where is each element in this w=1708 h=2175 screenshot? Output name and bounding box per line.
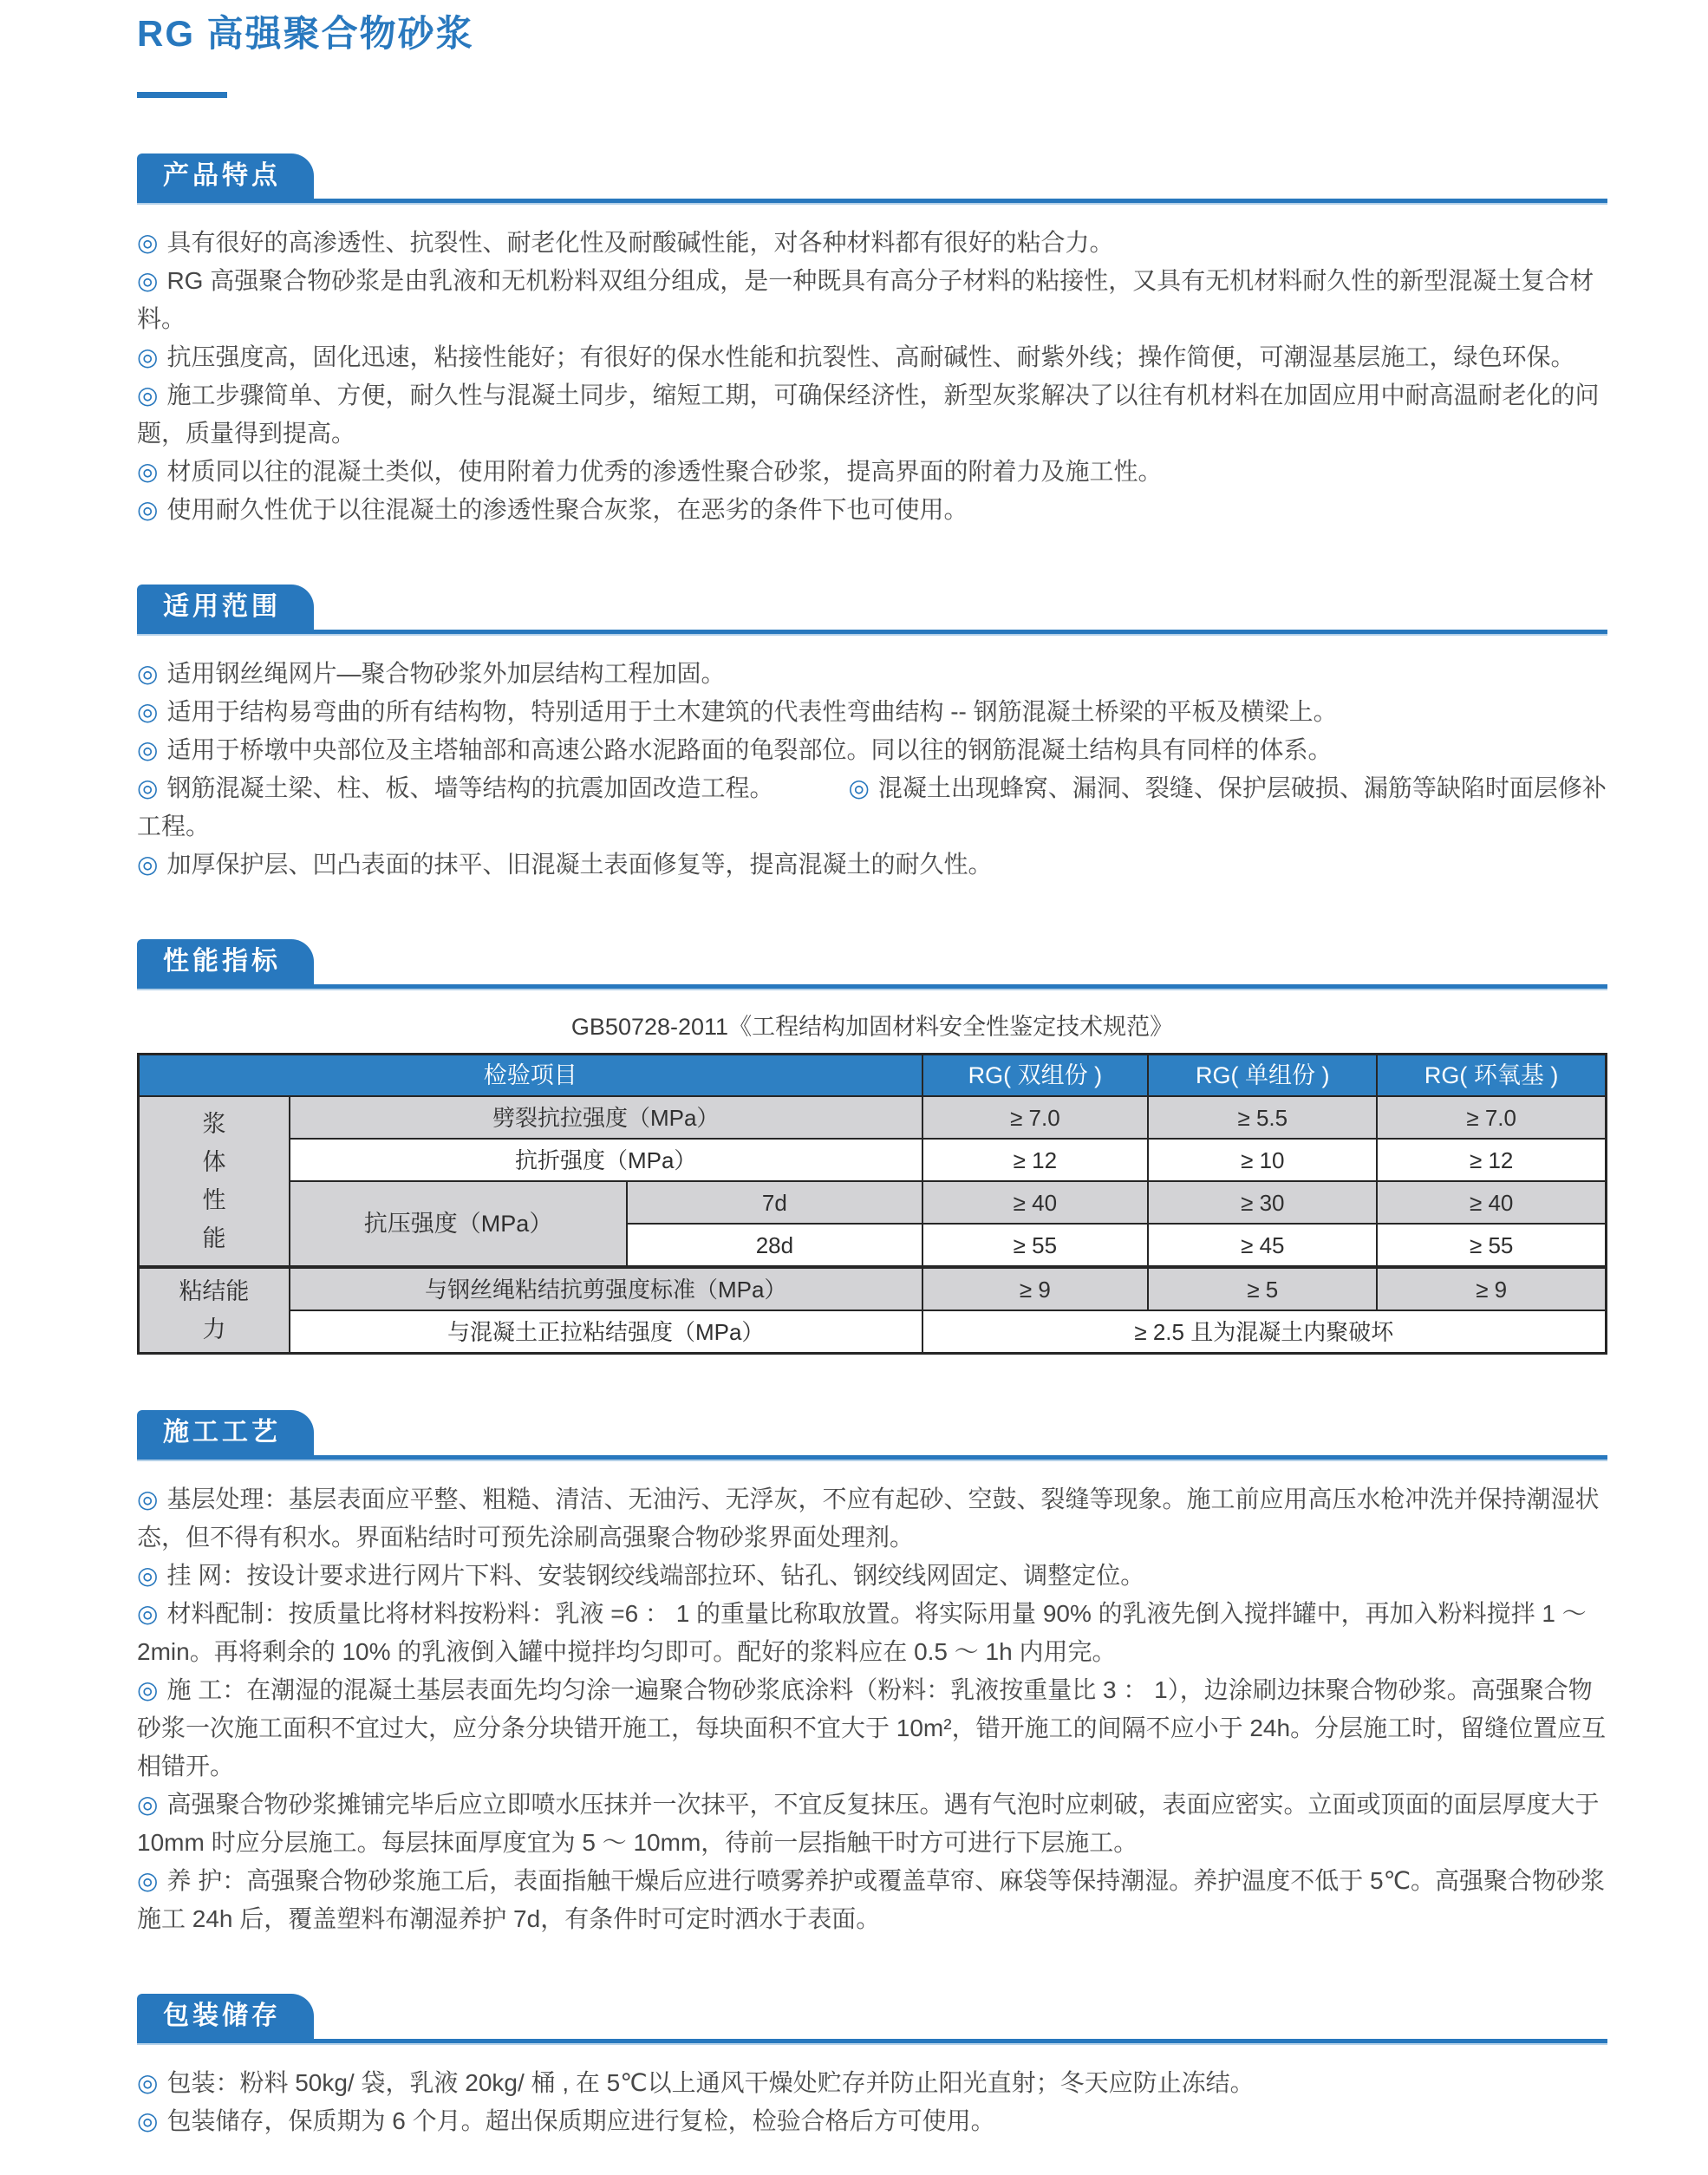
feature-item: [137, 262, 1607, 338]
value-cell: ≥ 10: [1148, 1139, 1377, 1181]
value-cell: ≥ 7.0: [1377, 1096, 1606, 1139]
process-text: 基层处理：基层表面应平整、粗糙、清洁、无油污、无浮灰，不应有起砂、空鼓、裂缝等现象。施工前应用高压水枪冲洗并保持潮湿状态，但不得有积水。界面粘结时可预先涂刷高强聚合物砂浆界面处理剂。: [137, 1486, 1600, 1551]
circle-bullet-icon: ◎: [137, 1791, 159, 1818]
page-title: RG 高强聚合物砂浆: [137, 13, 474, 54]
row-group-label-bond: 粘结能力: [139, 1267, 290, 1354]
value-cell: ≥ 7.0: [922, 1096, 1149, 1139]
scope-item: [137, 655, 1607, 693]
section-badge-storage: 包装储存: [137, 1994, 314, 2039]
section-header-process: [137, 1410, 1607, 1460]
title-underline-dash: [137, 92, 227, 98]
value-cell: ≥ 45: [1148, 1224, 1377, 1267]
value-cell: ≥ 9: [922, 1267, 1149, 1310]
circle-bullet-icon: ◎: [137, 736, 159, 763]
section-header-performance: [137, 939, 1607, 989]
value-cell: ≥ 9: [1377, 1267, 1606, 1310]
process-item: [137, 1671, 1607, 1786]
section-performance: [137, 1009, 1607, 1355]
scope-text: 钢筋混凝土梁、柱、板、墙等结构的抗震加固改造工程。: [166, 774, 774, 801]
value-cell: ≥ 12: [922, 1139, 1149, 1181]
circle-bullet-icon: ◎: [137, 698, 159, 725]
circle-bullet-icon: ◎: [137, 660, 159, 687]
section-header-scope: [137, 585, 1607, 634]
row-label: 抗折强度（MPa）: [290, 1139, 922, 1181]
circle-bullet-icon: ◎: [137, 2107, 159, 2134]
feature-item: [137, 376, 1607, 453]
value-cell: ≥ 55: [922, 1224, 1149, 1267]
value-cell: ≥ 12: [1377, 1139, 1606, 1181]
row-label-compressive: 抗压强度（MPa）: [290, 1181, 627, 1267]
section-badge-scope: 适用范围: [137, 585, 314, 630]
storage-text: 包装：粉料 50kg/ 袋，乳液 20kg/ 桶 , 在 5℃以上通风干燥处贮存并防止阳光直射；冬天应防止冻结。: [166, 2069, 1255, 2096]
scope-text: 适用于桥墩中央部位及主塔轴部和高速公路水泥路面的龟裂部位。同以往的钢筋混凝土结构具有同样的体系。: [166, 736, 1333, 763]
feature-text: 使用耐久性优于以往混凝土的渗透性聚合灰浆，在恶劣的条件下也可使用。: [166, 496, 968, 523]
table-row: [139, 1139, 1607, 1181]
process-item: [137, 1557, 1607, 1595]
circle-bullet-icon: ◎: [137, 496, 159, 523]
table-header-row: [139, 1055, 1607, 1097]
circle-bullet-icon: ◎: [137, 1562, 159, 1589]
scope-text: 适用钢丝绳网片—聚合物砂浆外加层结构工程加固。: [166, 660, 726, 687]
circle-bullet-icon: ◎: [137, 267, 159, 294]
storage-item: [137, 2064, 1607, 2102]
scope-item: [137, 731, 1607, 769]
process-text: 养 护：高强聚合物砂浆施工后，表面指触干燥后应进行喷雾养护或覆盖草帘、麻袋等保持潮湿。养护温度不低于 5℃。高强聚合物砂浆施工 24h 后，覆盖塑料布潮湿养护 7d，有条件时可定时洒水于表面。: [137, 1867, 1606, 1932]
feature-text: RG 高强聚合物砂浆是由乳液和无机粉料双组分组成，是一种既具有高分子材料的粘接性，又具有无机材料耐久性的新型混凝土复合材料。: [137, 267, 1594, 332]
row-label: 劈裂抗拉强度（MPa）: [290, 1096, 922, 1139]
storage-item: [137, 2102, 1607, 2140]
col-header-item: 检验项目: [139, 1055, 922, 1097]
process-item: [137, 1786, 1607, 1862]
row-label: 与混凝土正拉粘结强度（MPa）: [290, 1310, 922, 1354]
process-text: 挂 网：按设计要求进行网片下料、安装钢绞线端部拉环、钻孔、钢绞线网固定、调整定位。: [166, 1562, 1145, 1589]
circle-bullet-icon: ◎: [137, 774, 159, 801]
row-sublabel-28d: 28d: [627, 1224, 922, 1267]
value-cell: ≥ 40: [922, 1181, 1149, 1224]
col-header-rg-one-part: RG( 单组份 ): [1148, 1055, 1377, 1097]
col-header-rg-two-part: RG( 双组份 ): [922, 1055, 1149, 1097]
process-text: 材料配制：按质量比将材料按粉料：乳液 =6 ： 1 的重量比称取放置。将实际用量 90% 的乳液先倒入搅拌罐中，再加入粉料搅拌 1 ～ 2min。再将剩余的 10% 的乳液倒入罐中搅拌均匀即可。配好的浆料应在 0.5 ～ 1h 内用完。: [137, 1600, 1587, 1665]
feature-item: [137, 491, 1607, 529]
feature-item: [137, 224, 1607, 262]
circle-bullet-icon: ◎: [137, 458, 159, 485]
process-text: 高强聚合物砂浆摊铺完毕后应立即喷水压抹并一次抹平，不宜反复抹压。遇有气泡时应刺破，表面应密实。立面或顶面的面层厚度大于 10mm 时应分层施工。每层抹面厚度宜为 5 ～ 10mm，待前一层指触干时方可进行下层施工。: [137, 1791, 1600, 1856]
circle-bullet-icon: ◎: [137, 343, 159, 370]
section-badge-process: 施工工艺: [137, 1410, 314, 1455]
scope-text: 加厚保护层、凹凸表面的抹平、旧混凝土表面修复等，提高混凝土的耐久性。: [166, 851, 993, 878]
feature-item: [137, 338, 1607, 376]
section-process: [137, 1480, 1607, 1938]
section-badge-features: 产品特点: [137, 153, 314, 199]
circle-bullet-icon: ◎: [137, 1676, 159, 1703]
section-features: [137, 224, 1607, 529]
process-item: [137, 1480, 1607, 1557]
circle-bullet-icon: ◎: [137, 2069, 159, 2096]
table-row: [139, 1267, 1607, 1310]
performance-table: [137, 1053, 1607, 1355]
circle-bullet-icon: ◎: [137, 1600, 159, 1627]
table-row: [139, 1096, 1607, 1139]
storage-text: 包装储存，保质期为 6 个月。超出保质期应进行复检，检验合格后方可使用。: [166, 2107, 995, 2134]
section-badge-performance: 性能指标: [137, 939, 314, 984]
circle-bullet-icon: ◎: [137, 382, 159, 408]
scope-item: [137, 846, 1607, 884]
value-cell-merged: ≥ 2.5 且为混凝土内聚破坏: [922, 1310, 1607, 1354]
value-cell: ≥ 55: [1377, 1224, 1606, 1267]
table-row: [139, 1310, 1607, 1354]
process-text: 施 工：在潮湿的混凝土基层表面先均匀涂一遍聚合物砂浆底涂料（粉料：乳液按重量比 3 ： 1），边涂刷边抹聚合物砂浆。高强聚合物砂浆一次施工面积不宜过大，应分条分块错开施工，每块面积不宜大于 10m²，错开施工的间隔不应小于 24h。分层施工时，留缝位置应互相错开。: [137, 1676, 1607, 1780]
row-sublabel-7d: 7d: [627, 1181, 922, 1224]
process-item: [137, 1862, 1607, 1938]
feature-item: [137, 453, 1607, 491]
value-cell: ≥ 5.5: [1148, 1096, 1377, 1139]
col-header-rg-epoxy: RG( 环氧基 ): [1377, 1055, 1606, 1097]
feature-text: 材质同以往的混凝土类似，使用附着力优秀的渗透性聚合砂浆，提高界面的附着力及施工性。: [166, 458, 1163, 485]
feature-text: 抗压强度高，固化迅速，粘接性能好；有很好的保水性能和抗裂性、高耐碱性、耐紫外线；操作简便，可潮湿基层施工，绿色环保。: [166, 343, 1575, 370]
value-cell: ≥ 40: [1377, 1181, 1606, 1224]
scope-text: 适用于结构易弯曲的所有结构物，特别适用于土木建筑的代表性弯曲结构 -- 钢筋混凝土桥梁的平板及横梁上。: [166, 698, 1338, 725]
circle-bullet-icon: ◎: [137, 1867, 159, 1894]
circle-bullet-icon: ◎: [137, 1486, 159, 1512]
section-header-features: [137, 153, 1607, 203]
row-group-label-slurry: 浆体性能: [139, 1096, 290, 1267]
value-cell: ≥ 30: [1148, 1181, 1377, 1224]
process-item: [137, 1595, 1607, 1671]
feature-text: 施工步骤简单、方便，耐久性与混凝土同步，缩短工期，可确保经济性，新型灰浆解决了以往有机材料在加固应用中耐高温耐老化的问题，质量得到提高。: [137, 382, 1600, 447]
scope-item-double: [137, 769, 1607, 846]
row-label: 与钢丝绳粘结抗剪强度标准（MPa）: [290, 1267, 922, 1310]
circle-bullet-icon: ◎: [137, 851, 159, 878]
feature-text: 具有很好的高渗透性、抗裂性、耐老化性及耐酸碱性能，对各种材料都有很好的粘合力。: [166, 229, 1114, 256]
value-cell: ≥ 5: [1148, 1267, 1377, 1310]
scope-item: [137, 693, 1607, 731]
section-scope: [137, 655, 1607, 884]
section-header-storage: [137, 1994, 1607, 2043]
scope-text: 混凝土出现蜂窝、漏洞、裂缝、保护层破损、漏筋等缺陷时面层修补工程。: [137, 774, 1607, 839]
standard-caption: GB50728-2011《工程结构加固材料安全性鉴定技术规范》: [570, 1014, 1174, 1040]
table-row: [139, 1181, 1607, 1224]
circle-bullet-icon: ◎: [137, 229, 159, 256]
section-storage: [137, 2064, 1607, 2140]
circle-bullet-icon: ◎: [848, 774, 870, 801]
